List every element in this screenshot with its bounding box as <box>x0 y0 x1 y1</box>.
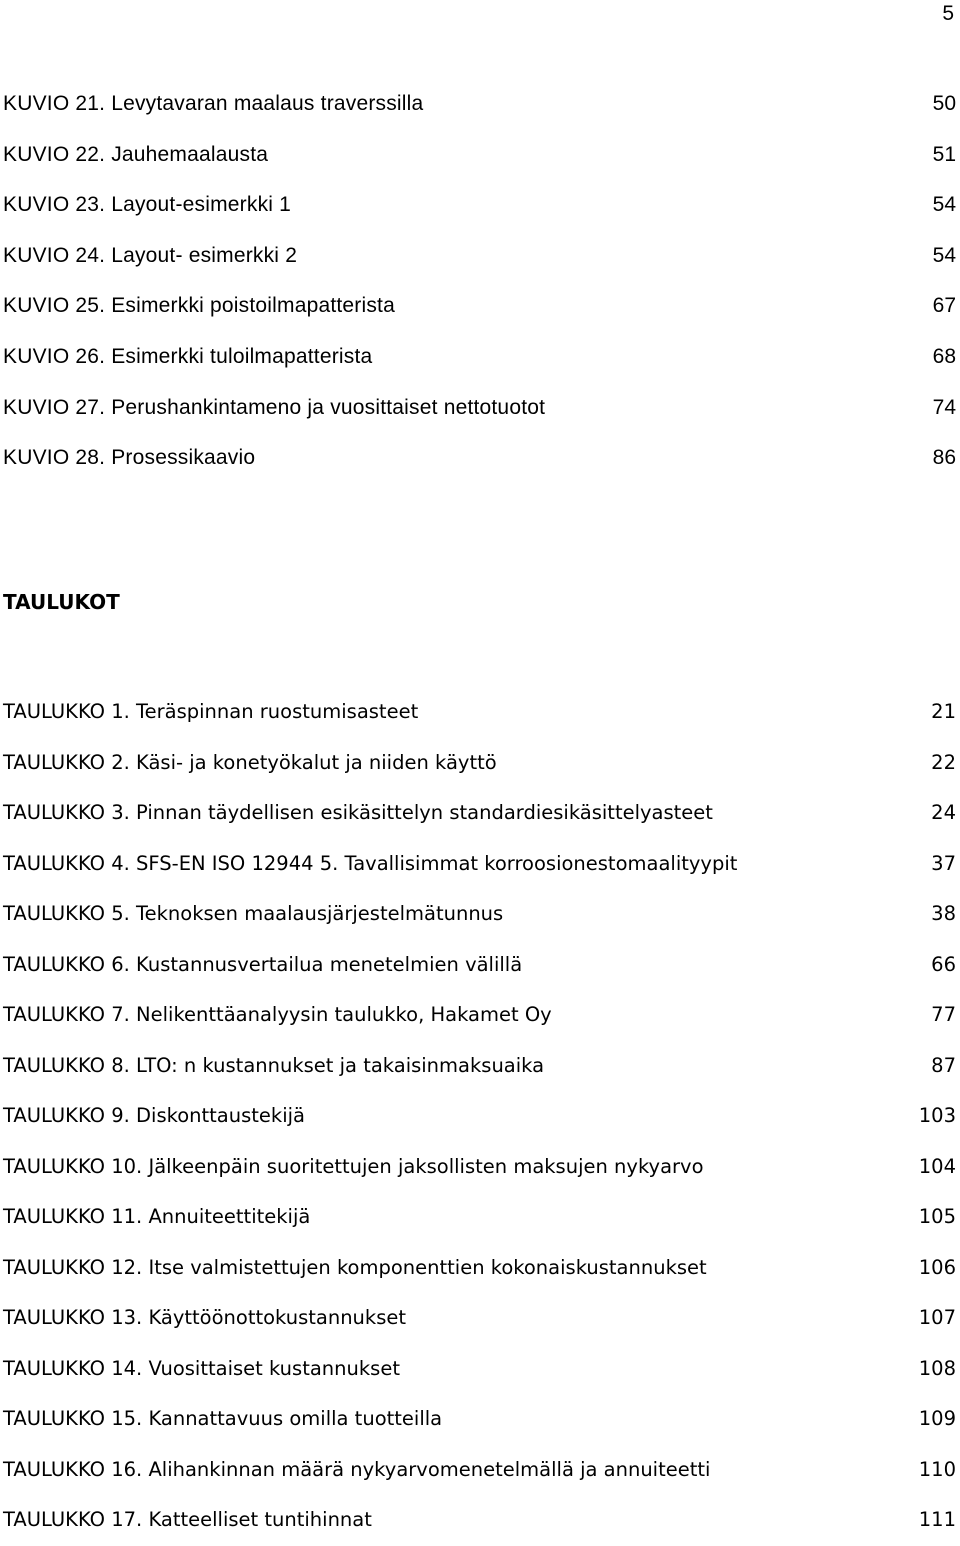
table-entry[interactable] <box>3 990 956 1041</box>
table-entry-label: TAULUKKO 4. SFS-EN ISO 12944 5. Tavallisimmat korroosionestomaalityypit <box>3 851 738 875</box>
table-entry[interactable] <box>3 738 956 789</box>
figure-entry-label: KUVIO 24. Layout- esimerkki 2 <box>3 243 298 267</box>
figure-entry[interactable] <box>3 130 956 181</box>
table-entry-page-number: 22 <box>931 750 956 774</box>
table-entry[interactable] <box>3 1041 956 1092</box>
figure-entry-label: KUVIO 28. Prosessikaavio <box>3 446 256 470</box>
figure-entry[interactable] <box>3 383 956 434</box>
table-entry-page-number: 104 <box>918 1154 956 1178</box>
figure-entry-label: KUVIO 25. Esimerkki poistoilmapatterista <box>3 294 395 318</box>
figure-entry[interactable] <box>3 180 956 231</box>
table-entry[interactable] <box>3 1495 956 1546</box>
table-entry-page-number: 37 <box>931 851 956 875</box>
table-entry-page-number: 38 <box>931 902 956 925</box>
figure-entry-page-number: 51 <box>932 142 956 166</box>
table-entry-label: TAULUKKO 5. Teknoksen maalausjärjestelmätunnus <box>3 902 504 925</box>
figure-entry[interactable] <box>3 332 956 383</box>
table-entry-label: TAULUKKO 10. Jälkeenpäin suoritettujen jaksollisten maksujen nykyarvo <box>3 1154 704 1178</box>
page-number: 5 <box>942 2 954 25</box>
tables-heading: TAULUKOT <box>3 590 120 614</box>
table-list <box>3 687 956 1546</box>
table-entry-page-number: 109 <box>918 1407 956 1430</box>
table-entry-label: TAULUKKO 6. Kustannusvertailua menetelmien välillä <box>3 952 523 976</box>
table-entry[interactable] <box>3 1344 956 1395</box>
table-entry[interactable] <box>3 687 956 738</box>
table-entry-page-number: 108 <box>918 1356 956 1380</box>
figure-entry-page-number: 86 <box>932 446 956 470</box>
figure-entry-label: KUVIO 26. Esimerkki tuloilmapatterista <box>3 344 373 368</box>
figure-entry[interactable] <box>3 433 956 484</box>
table-entry-page-number: 21 <box>931 700 956 723</box>
table-entry-page-number: 24 <box>931 801 956 824</box>
table-entry-page-number: 110 <box>918 1457 956 1481</box>
table-entry[interactable] <box>3 940 956 991</box>
table-entry[interactable] <box>3 1142 956 1193</box>
table-entry-label: TAULUKKO 14. Vuosittaiset kustannukset <box>3 1356 400 1380</box>
figure-entry[interactable] <box>3 281 956 332</box>
table-entry-label: TAULUKKO 12. Itse valmistettujen komponenttien kokonaiskustannukset <box>3 1255 707 1279</box>
table-entry[interactable] <box>3 839 956 890</box>
table-entry-page-number: 66 <box>931 952 956 976</box>
table-entry-label: TAULUKKO 3. Pinnan täydellisen esikäsittelyn standardiesikäsittelyasteet <box>3 801 713 824</box>
figure-entry-page-number: 54 <box>932 243 956 267</box>
table-entry-label: TAULUKKO 16. Alihankinnan määrä nykyarvomenetelmällä ja annuiteetti <box>3 1457 711 1481</box>
figure-entry[interactable] <box>3 231 956 282</box>
figure-list <box>3 79 956 484</box>
figure-entry-page-number: 50 <box>932 92 956 115</box>
table-entry[interactable] <box>3 1192 956 1243</box>
table-entry[interactable] <box>3 788 956 839</box>
figure-entry-label: KUVIO 22. Jauhemaalausta <box>3 142 269 166</box>
table-entry[interactable] <box>3 1243 956 1294</box>
table-entry[interactable] <box>3 1445 956 1496</box>
table-entry-label: TAULUKKO 15. Kannattavuus omilla tuotteilla <box>3 1407 443 1430</box>
figure-entry-label: KUVIO 27. Perushankintameno ja vuosittaiset nettotuotot <box>3 395 546 419</box>
figure-entry-label: KUVIO 21. Levytavaran maalaus traverssilla <box>3 92 424 115</box>
table-entry[interactable] <box>3 1293 956 1344</box>
table-entry[interactable] <box>3 1091 956 1142</box>
table-entry-page-number: 105 <box>918 1205 956 1228</box>
table-entry-label: TAULUKKO 11. Annuiteettitekijä <box>3 1205 311 1228</box>
table-entry-label: TAULUKKO 9. Diskonttaustekijä <box>3 1104 305 1127</box>
figure-entry-page-number: 74 <box>932 395 956 419</box>
table-entry-page-number: 77 <box>931 1003 956 1026</box>
figure-entry-page-number: 67 <box>932 294 956 318</box>
table-entry-label: TAULUKKO 2. Käsi- ja konetyökalut ja niiden käyttö <box>3 750 497 774</box>
table-entry[interactable] <box>3 1394 956 1445</box>
table-entry-label: TAULUKKO 13. Käyttöönottokustannukset <box>3 1306 407 1329</box>
table-entry-page-number: 107 <box>918 1306 956 1329</box>
table-entry-label: TAULUKKO 7. Nelikenttäanalyysin taulukko, Hakamet Oy <box>3 1003 552 1026</box>
table-entry[interactable] <box>3 889 956 940</box>
table-entry-label: TAULUKKO 17. Katteelliset tuntihinnat <box>3 1508 372 1531</box>
table-entry-page-number: 106 <box>918 1255 956 1279</box>
table-entry-page-number: 111 <box>918 1508 956 1531</box>
figure-entry[interactable] <box>3 79 956 130</box>
table-entry-label: TAULUKKO 8. LTO: n kustannukset ja takaisinmaksuaika <box>3 1053 545 1077</box>
table-entry-label: TAULUKKO 1. Teräspinnan ruostumisasteet <box>3 700 419 723</box>
table-entry-page-number: 87 <box>931 1053 956 1077</box>
table-entry-page-number: 103 <box>918 1104 956 1127</box>
figure-entry-page-number: 68 <box>932 344 956 368</box>
figure-entry-page-number: 54 <box>932 193 956 217</box>
figure-entry-label: KUVIO 23. Layout-esimerkki 1 <box>3 193 292 217</box>
